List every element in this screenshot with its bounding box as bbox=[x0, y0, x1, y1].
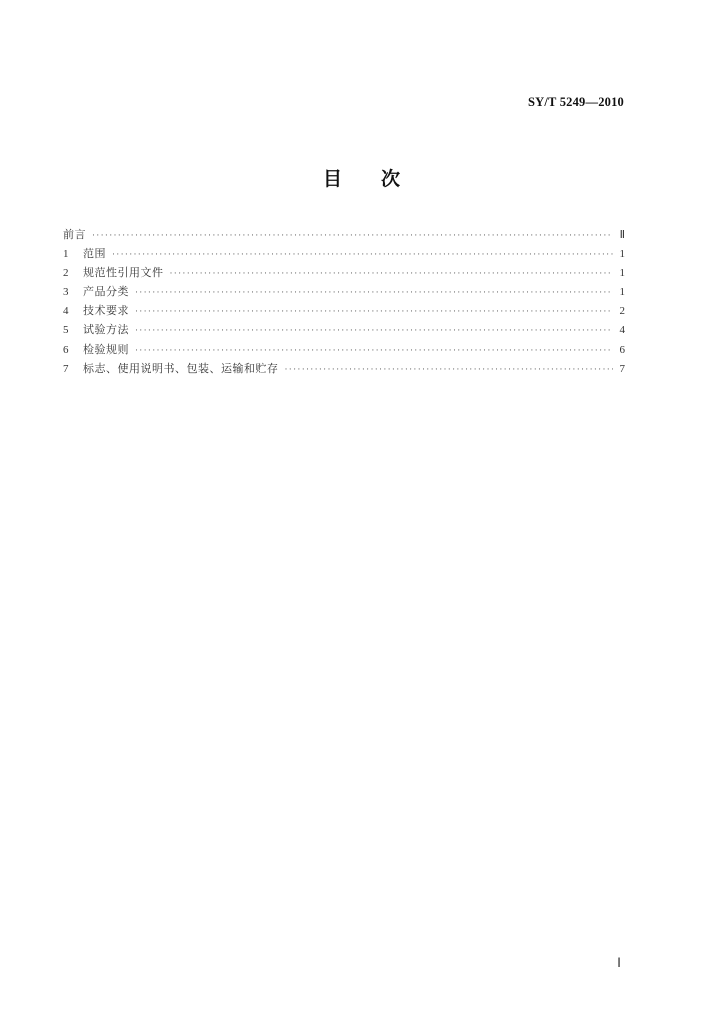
toc-entry-7[interactable] bbox=[63, 360, 625, 379]
toc-entry-page: 1 bbox=[619, 267, 625, 280]
toc-entry-number: 1 bbox=[63, 248, 69, 261]
toc-entry-page: 2 bbox=[619, 305, 625, 318]
toc-leader-dots bbox=[135, 287, 613, 297]
toc-entry-title: 规范性引用文件 bbox=[83, 266, 164, 280]
toc-entry-2[interactable] bbox=[63, 264, 625, 283]
toc-leader-dots bbox=[170, 268, 614, 278]
toc-entry-page: 4 bbox=[619, 324, 625, 337]
page-title-char-1: 目 bbox=[322, 168, 343, 190]
toc-entry-3[interactable] bbox=[63, 283, 625, 302]
standard-code: SY/T 5249—2010 bbox=[528, 95, 624, 109]
toc-entry-4[interactable] bbox=[63, 302, 625, 321]
toc-entry-page: 1 bbox=[619, 248, 625, 261]
toc-entry-number: 6 bbox=[63, 343, 69, 356]
toc-entry-page: 7 bbox=[619, 362, 625, 375]
table-of-contents bbox=[63, 226, 625, 379]
toc-entry-title: 前言 bbox=[63, 228, 86, 241]
toc-leader-dots bbox=[135, 325, 613, 335]
toc-entry-1[interactable] bbox=[63, 245, 625, 264]
toc-entry-number: 7 bbox=[63, 362, 69, 375]
toc-entry-foreword[interactable] bbox=[63, 226, 625, 245]
toc-entry-page: Ⅱ bbox=[619, 229, 625, 241]
toc-entry-number: 3 bbox=[63, 286, 69, 299]
toc-entry-page: 6 bbox=[619, 343, 625, 356]
toc-entry-title: 范围 bbox=[83, 247, 106, 261]
toc-entry-5[interactable] bbox=[63, 321, 625, 340]
toc-entry-number: 2 bbox=[63, 267, 69, 280]
toc-leader-dots bbox=[135, 306, 613, 316]
toc-entry-number: 5 bbox=[63, 324, 69, 337]
page-number: Ⅰ bbox=[617, 955, 621, 970]
toc-entry-title: 产品分类 bbox=[83, 285, 129, 299]
toc-entry-title: 技术要求 bbox=[83, 304, 129, 318]
toc-leader-dots bbox=[112, 249, 613, 259]
toc-leader-dots bbox=[135, 345, 613, 355]
page-title bbox=[0, 164, 724, 191]
toc-entry-page: 1 bbox=[619, 286, 625, 299]
toc-entry-title: 检验规则 bbox=[83, 342, 129, 356]
toc-entry-6[interactable] bbox=[63, 341, 625, 360]
toc-leader-dots bbox=[92, 230, 613, 240]
toc-entry-number: 4 bbox=[63, 305, 69, 318]
toc-leader-dots bbox=[285, 364, 614, 374]
toc-entry-title: 试验方法 bbox=[83, 323, 129, 337]
page-title-char-2: 次 bbox=[381, 168, 402, 190]
toc-entry-title: 标志、使用说明书、包装、运输和贮存 bbox=[83, 361, 279, 375]
